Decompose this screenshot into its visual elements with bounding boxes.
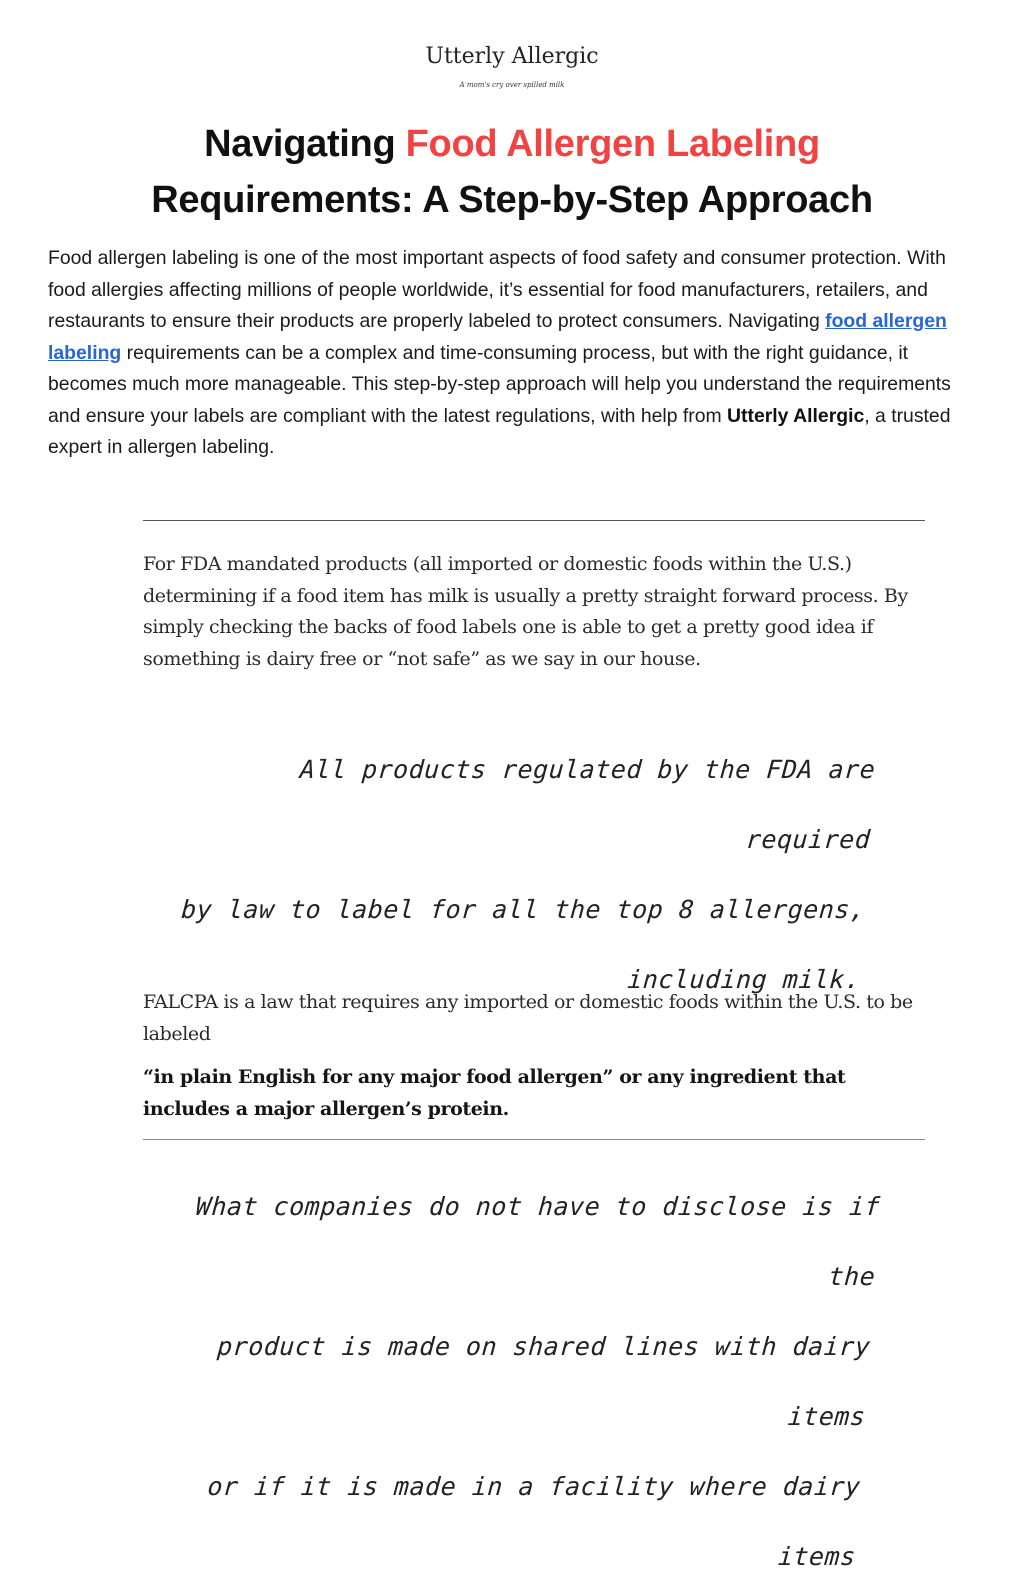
page-title: [40, 116, 984, 228]
handwritten-line: All products regulated by the FDA are required: [298, 755, 877, 854]
handwritten-line: What companies do not have to disclose is if the: [194, 1192, 882, 1291]
divider-bottom: [143, 1139, 925, 1140]
handwritten-line: or if it is made in a facility where dairy items: [206, 1472, 862, 1571]
title-part-1: Navigating: [204, 123, 406, 165]
handwritten-note-1: [158, 735, 878, 1015]
brand-name: Utterly Allergic: [727, 404, 865, 427]
fda-paragraph: For FDA mandated products (all imported or domestic foods within the U.S.) determining if a food item has milk is usually a pretty straight forward process. By simply checking the backs of food labels one is able to get a pretty good idea if something is dairy free or “not safe” as we say in our house.: [143, 553, 908, 670]
intro-text-3: , a trusted expert in allergen labeling.: [48, 404, 951, 458]
divider-top: [143, 520, 925, 521]
intro-text-2: requirements can be a complex and time-consuming process, but with the right guidance, it becomes much more manageable. This step-by-step approach will help you understand the requirements and ensure your labels are compliant with the latest regulations, with help from: [48, 341, 951, 427]
intro-text-1: Food allergen labeling is one of the most important aspects of food safety and consumer protection. With food allergies affecting millions of people worldwide, it’s essential for food manufacturers, retailers, and restaurants to ensure their products are properly labeled to protect consumers. Navigating: [48, 247, 946, 332]
handwritten-line: product is made on shared lines with dairy items: [216, 1332, 872, 1431]
site-tagline: A mom's cry over spilled milk: [459, 81, 565, 89]
title-accent: Food Allergen Labeling: [405, 123, 820, 165]
site-title[interactable]: Utterly Allergic: [425, 44, 599, 69]
food-allergen-labeling-link[interactable]: food allergen labeling: [48, 310, 947, 364]
intro-paragraph: [48, 243, 978, 464]
falcpa-paragraph: FALCPA is a law that requires any imported or domestic foods within the U.S. to be labeled: [143, 991, 913, 1045]
handwritten-note-2: [133, 1172, 882, 1592]
falcpa-quote: “in plain English for any major food allergen” or any ingredient that includes a major allergen’s protein.: [143, 1066, 846, 1120]
handwritten-line: by law to label for all the top 8 allergens,: [180, 895, 867, 924]
title-part-2: Requirements: A Step-by-Step Approach: [151, 179, 873, 221]
handwritten-line: including milk.: [626, 965, 862, 994]
